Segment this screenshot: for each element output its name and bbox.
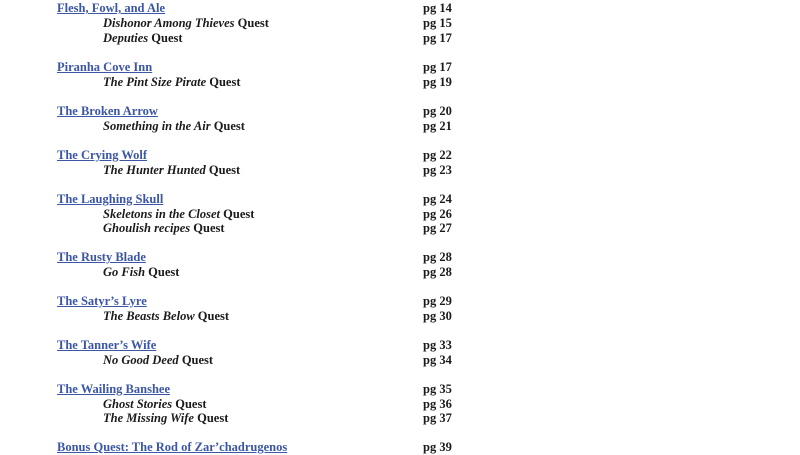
toc-page-number: pg 27: [423, 221, 452, 235]
toc-section-link[interactable]: Piranha Cove Inn: [57, 60, 153, 74]
quest-suffix: Quest: [172, 397, 207, 411]
toc-page-number: pg 35: [423, 382, 452, 396]
toc-section-link[interactable]: The Tanner’s Wife: [57, 338, 157, 352]
toc-section-link[interactable]: Bonus Quest: The Rod of Zar’chadrugenos: [57, 440, 288, 454]
quest-suffix: Quest: [210, 119, 245, 133]
toc-quest-row: [0, 16, 800, 31]
toc-page-number: pg 19: [423, 75, 452, 89]
quest-name: The Missing Wife: [103, 411, 194, 425]
toc-section-link[interactable]: The Laughing Skull: [57, 192, 164, 206]
toc-page-number: pg 30: [423, 309, 452, 323]
toc-quest-row: [0, 397, 800, 412]
quest-name: Deputies: [103, 31, 149, 45]
toc-section-row: [0, 148, 800, 163]
toc-quest-title: [103, 119, 245, 134]
toc-section-row: [0, 382, 800, 397]
toc-quest-title: [103, 16, 269, 31]
toc-page-number: pg 22: [423, 148, 452, 162]
toc-page-number: pg 36: [423, 397, 452, 411]
toc-section-row: [0, 338, 800, 353]
toc-quest-row: [0, 265, 800, 280]
toc-page-number: pg 21: [423, 119, 452, 133]
quest-name: Ghost Stories: [103, 397, 173, 411]
toc-section-row: [0, 294, 800, 309]
toc-quest-title: [103, 31, 183, 46]
toc-section-row: [0, 440, 800, 455]
toc-page-number: pg 23: [423, 163, 452, 177]
toc-section-link[interactable]: Flesh, Fowl, and Ale: [57, 1, 165, 15]
toc-page-number: pg 37: [423, 411, 452, 425]
toc-section-link[interactable]: The Crying Wolf: [57, 148, 148, 162]
toc-section-row: [0, 1, 800, 16]
quest-suffix: Quest: [220, 207, 255, 221]
toc-page-number: pg 28: [423, 250, 452, 264]
quest-suffix: Quest: [234, 16, 269, 30]
quest-name: The Hunter Hunted: [103, 163, 206, 177]
toc-section-link[interactable]: The Wailing Banshee: [57, 382, 170, 396]
toc-page-number: pg 14: [423, 1, 452, 15]
toc-quest-title: [103, 75, 241, 90]
toc-quest-row: [0, 207, 800, 222]
toc-quest-row: [0, 221, 800, 236]
toc-page-number: pg 34: [423, 353, 452, 367]
toc-page-number: pg 26: [423, 207, 452, 221]
toc-section-link[interactable]: The Broken Arrow: [57, 104, 158, 118]
toc-section-row: [0, 250, 800, 265]
quest-suffix: Quest: [205, 163, 241, 177]
toc-page-number: pg 17: [423, 60, 452, 74]
toc-quest-title: [103, 411, 228, 426]
toc-quest-row: [0, 163, 800, 178]
toc-section-row: [0, 192, 800, 207]
quest-suffix: Quest: [145, 265, 180, 279]
toc-section-link[interactable]: The Rusty Blade: [57, 250, 146, 264]
toc-page-number: pg 24: [423, 192, 452, 206]
quest-name: The Pint Size Pirate: [103, 75, 207, 89]
quest-name: Ghoulish recipes: [103, 221, 191, 235]
toc-section-row: [0, 104, 800, 119]
quest-name: Dishonor Among Thieves: [103, 16, 235, 30]
quest-suffix: Quest: [194, 309, 230, 323]
quest-suffix: Quest: [194, 411, 229, 425]
quest-suffix: Quest: [190, 221, 225, 235]
quest-name: No Good Deed: [103, 353, 179, 367]
toc-section-row: [0, 60, 800, 75]
quest-name: The Beasts Below: [103, 309, 195, 323]
toc-page-number: pg 15: [423, 16, 452, 30]
toc-page-number: pg 29: [423, 294, 452, 308]
toc-page-number: pg 39: [423, 440, 452, 454]
quest-suffix: Quest: [178, 353, 214, 367]
toc-page-number: pg 28: [423, 265, 452, 279]
quest-name: Go Fish: [103, 265, 146, 279]
toc-quest-title: [103, 207, 254, 222]
toc-quest-row: [0, 119, 800, 134]
toc-page-number: pg 33: [423, 338, 452, 352]
toc-page-number: pg 17: [423, 31, 452, 45]
toc-quest-row: [0, 309, 800, 324]
quest-suffix: Quest: [206, 75, 241, 89]
toc-quest-title: [103, 265, 179, 280]
toc-quest-title: [103, 163, 240, 178]
quest-name: Skeletons in the Closet: [103, 207, 221, 221]
toc-section-link[interactable]: The Satyr’s Lyre: [57, 294, 147, 308]
toc-page-number: pg 20: [423, 104, 452, 118]
toc-quest-title: [103, 221, 225, 236]
toc-quest-row: [0, 75, 800, 90]
quest-name: Something in the Air: [103, 119, 211, 133]
toc-quest-title: [103, 353, 213, 368]
toc-quest-title: [103, 309, 229, 324]
toc-quest-row: [0, 31, 800, 46]
toc-quest-row: [0, 411, 800, 426]
quest-suffix: Quest: [148, 31, 183, 45]
toc-quest-row: [0, 353, 800, 368]
toc-quest-title: [103, 397, 207, 412]
